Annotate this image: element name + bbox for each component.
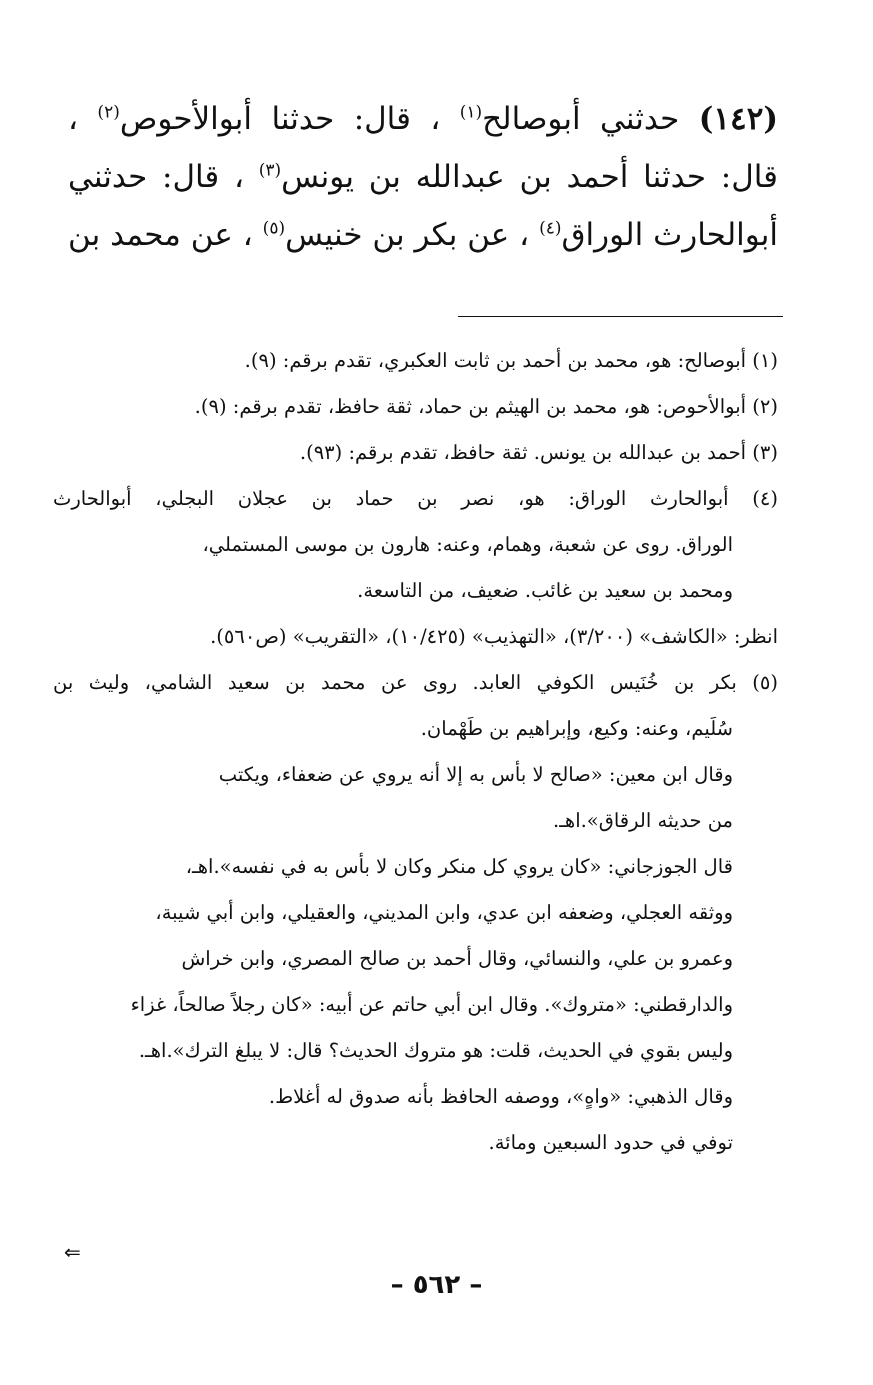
footnotes bbox=[53, 338, 778, 1166]
footnote-3 bbox=[53, 430, 778, 476]
hadith-text-segment: أبوالحارث الوراق bbox=[561, 217, 779, 253]
hadith-text-segment: ، قال: حدثنا أبوالأحوص bbox=[119, 101, 441, 137]
footnote-line: ومحمد بن سعيد بن غائب. ضعيف، من التاسعة. bbox=[357, 579, 733, 602]
footnote-line: (٥) بكر بن خُنَيس الكوفي العابد. روى عن محمد بن سعيد الشامي، وليث بن bbox=[53, 671, 778, 694]
hadith-text-segment: قال: حدثنا أحمد بن عبدالله بن يونس bbox=[281, 159, 778, 195]
footnote-4 bbox=[53, 476, 778, 660]
footnote-line: انظر: «الكاشف» (٣/٢٠٠)، «التهذيب» (١٠/٤٢٥)، «التقريب» (ص٥٦٠). bbox=[210, 625, 778, 648]
footnote-ref-2: (٢) bbox=[97, 102, 120, 123]
footnote-line: (٤) أبوالحارث الوراق: هو، نصر بن حماد بن عجلان البجلي، أبوالحارث bbox=[53, 487, 778, 510]
footnote-line: وقال ابن معين: «صالح لا بأس به إلا أنه يروي عن ضعفاء، ويكتب bbox=[218, 763, 733, 786]
footnote-line: سُلَيم، وعنه: وكيع، وإبراهيم بن طَهْمان. bbox=[420, 717, 733, 740]
hadith-text-segment: ، bbox=[68, 101, 79, 137]
footnote-line: وقال الذهبي: «واهٍ»، ووصفه الحافظ بأنه صدوق له أغلاط. bbox=[268, 1085, 733, 1108]
hadith-line-1 bbox=[68, 90, 778, 148]
footnote-2 bbox=[53, 384, 778, 430]
hadith-text-segment: ، عن بكر بن خنيس bbox=[285, 217, 530, 253]
footnote-line: وعمرو بن علي، والنسائي، وقال أحمد بن صالح المصري، وابن خراش bbox=[181, 947, 733, 970]
continuation-arrow-icon: ⇐ bbox=[64, 1240, 81, 1264]
hadith-text bbox=[68, 90, 778, 264]
footnote-ref-3: (٣) bbox=[258, 160, 282, 181]
footnote-ref-5: (٥) bbox=[262, 218, 286, 239]
footnote-line: توفي في حدود السبعين ومائة. bbox=[488, 1131, 733, 1154]
footnote-ref-4: (٤) bbox=[539, 218, 562, 239]
page-number: – ٥٦٢ – bbox=[390, 1270, 483, 1300]
hadith-text-segment: ، عن محمد بن bbox=[68, 217, 253, 253]
footnote-5 bbox=[53, 660, 778, 1166]
footnote-1 bbox=[53, 338, 778, 384]
footnote-line: ووثقه العجلي، وضعفه ابن عدي، وابن المديني، والعقيلي، وابن أبي شيبة، bbox=[155, 901, 733, 924]
footnote-line: وليس بقوي في الحديث، قلت: هو متروك الحديث؟ قال: لا يبلغ الترك».اهـ. bbox=[138, 1039, 733, 1062]
hadith-text-segment: حدثني أبوصالح bbox=[482, 101, 680, 137]
hadith-line-3 bbox=[68, 206, 778, 264]
footnote-line: (١) أبوصالح: هو، محمد بن أحمد بن ثابت العكبري، تقدم برقم: (٩). bbox=[244, 349, 778, 372]
footnote-line: (٣) أحمد بن عبدالله بن يونس. ثقة حافظ، تقدم برقم: (٩٣). bbox=[299, 441, 778, 464]
footnote-line: (٢) أبوالأحوص: هو، محمد بن الهيثم بن حماد، ثقة حافظ، تقدم برقم: (٩). bbox=[194, 395, 778, 418]
footnote-line: والدارقطني: «متروك». وقال ابن أبي حاتم عن أبيه: «كان رجلاً صالحاً، غزاء bbox=[130, 993, 733, 1016]
footnote-ref-1: (١) bbox=[459, 102, 483, 123]
footnote-divider bbox=[458, 316, 783, 317]
hadith-number: (١٤٢) bbox=[698, 101, 779, 137]
footnote-line: الوراق. روى عن شعبة، وهمام، وعنه: هارون بن موسى المستملي، bbox=[202, 533, 733, 556]
hadith-text-segment: ، قال: حدثني bbox=[68, 159, 244, 195]
hadith-line-2 bbox=[68, 148, 778, 206]
footnote-line: من حديثه الرقاق».اهـ. bbox=[553, 809, 733, 832]
footnote-line: قال الجوزجاني: «كان يروي كل منكر وكان لا بأس به في نفسه».اهـ، bbox=[185, 855, 733, 878]
